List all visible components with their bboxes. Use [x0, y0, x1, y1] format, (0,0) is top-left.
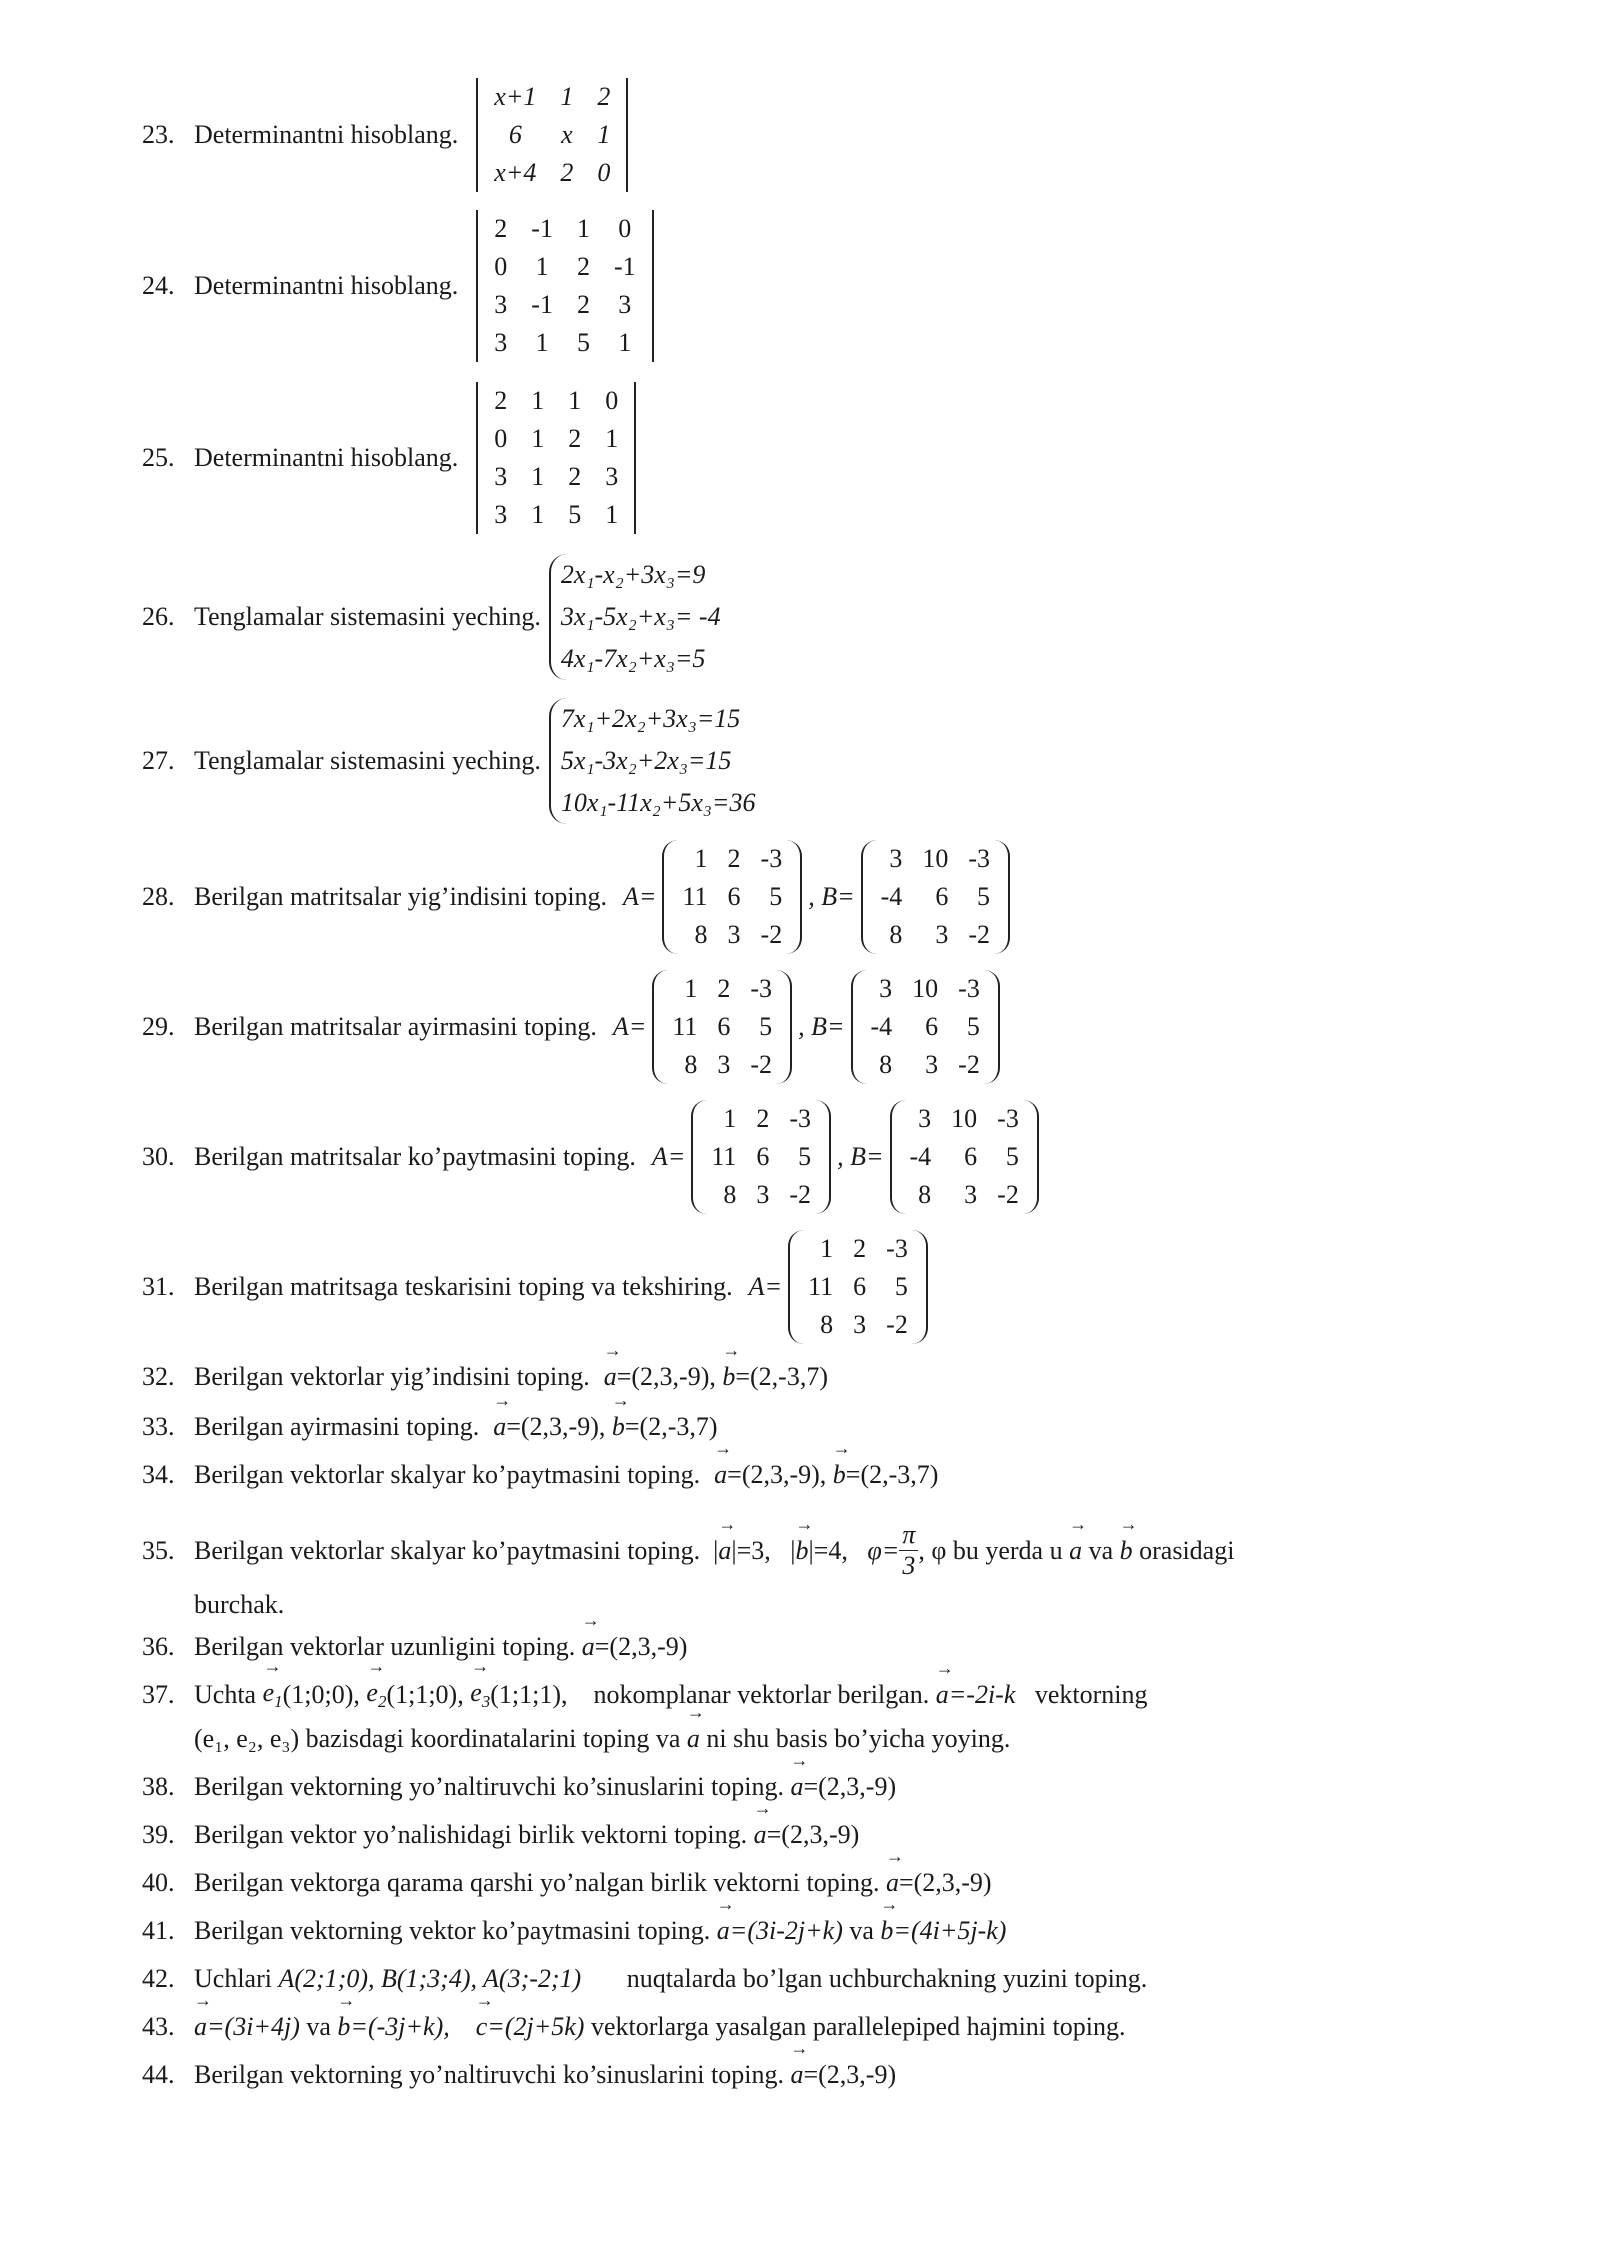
- matrix-b: [851, 970, 1000, 1084]
- matrix-cell-3-3: -2: [789, 1180, 812, 1209]
- matrix-cell-3-3: -2: [958, 1050, 980, 1079]
- problem-33: 33. Berilgan ayirmasini toping. → a =(2,3,-9) , → b =(2,-3,7): [142, 1412, 718, 1442]
- problem-39: [142, 1820, 859, 1850]
- det-cell-2-3: 1: [597, 120, 611, 149]
- det-cell-1-2: 1: [531, 386, 545, 415]
- matrix-cell-2-2: 6: [756, 1142, 770, 1171]
- vector-b-symbol: → b: [833, 1460, 846, 1490]
- det-cell-4-2: 1: [535, 328, 549, 357]
- det-cell-3-2: -1: [531, 290, 553, 319]
- matrix-cell-2-2: 6: [935, 882, 949, 911]
- det-cell-4-3: 5: [576, 328, 590, 357]
- vector-a-symbol: → a: [687, 1724, 700, 1754]
- matrix-cell-2-1: -4: [880, 882, 903, 911]
- vector-b-value: =(2,-3,7): [735, 1362, 828, 1391]
- vector-a-value: =(2,3,-9): [803, 2060, 897, 2089]
- det-cell-2-2: x: [561, 120, 573, 149]
- vector-c-symbol: → c: [476, 2012, 488, 2042]
- matrix-cell-3-1: 8: [879, 1050, 893, 1079]
- problem-44: [142, 2060, 896, 2090]
- problem-text: Determinantni hisoblang.: [194, 120, 459, 149]
- matrix-cell-2-3: 5: [769, 882, 783, 911]
- problem-41: 41. Berilgan vektorning vektor ko’paytmasini toping. → a =(3i-2j+k) va → b =(4i+5j-k): [142, 1916, 1006, 1946]
- det-cell-2-2: 1: [531, 424, 545, 453]
- problem-35-continuation: burchak.: [194, 1590, 285, 1619]
- det-cell-1-4: 0: [605, 386, 619, 415]
- det-cell-2-1: 0: [494, 424, 508, 453]
- problem-text: Berilgan vektorning yo’naltiruvchi ko’sinuslarini toping.: [194, 1772, 784, 1801]
- problem-text: Berilgan vektorning yo’naltiruvchi ko’sinuslarini toping.: [194, 2060, 784, 2089]
- matrix-cell-1-1: 3: [889, 844, 903, 873]
- problem-text: Tenglamalar sistemasini yeching.: [194, 602, 541, 631]
- vector-a-value: =(2,3,-9): [766, 1820, 860, 1849]
- matrix-cell-3-2: 3: [935, 920, 949, 949]
- det-cell-2-2: 1: [535, 252, 549, 281]
- matrix-cell-2-3: 5: [759, 1012, 773, 1041]
- matrix-b: [890, 1100, 1039, 1214]
- matrix-cell-2-1: 11: [682, 882, 708, 911]
- pi-over-3: $\frac{\pi}{3}$: [899, 1520, 918, 1581]
- matrix-cell-3-1: 8: [723, 1180, 737, 1209]
- equation: 5x₁-3x₂+2x₃=15: [560, 746, 732, 775]
- vector-a-value: =(2,3,-9): [898, 1868, 992, 1897]
- det-cell-2-1: 0: [494, 252, 508, 281]
- det-cell-3-1: 3: [494, 290, 508, 319]
- problem-number: 38.: [142, 1772, 175, 1801]
- matrix-cell-2-3: 5: [1005, 1142, 1019, 1171]
- vector-a-value: =(2,3,-9): [727, 1460, 820, 1489]
- det-cell-4-4: 1: [605, 500, 619, 529]
- problem-35: 35. Berilgan vektorlar skalyar ko’paytmasini toping. | → a | =3, | → b | =4, φ= $\frac{\pi}{3}$ , φ bu yerda u → a va → b orasidagi: [142, 1520, 1234, 1581]
- det-cell-2-3: 2: [576, 252, 590, 281]
- equation: 4x₁-7x₂+x₃=5: [560, 644, 706, 673]
- matrix-cell-2-2: 6: [727, 882, 741, 911]
- problem-text: Berilgan vektorlar skalyar ko’paytmasini toping.: [194, 1460, 701, 1489]
- problem-31: [142, 1230, 928, 1344]
- determinant: [476, 210, 653, 362]
- det-cell-3-2: 1: [531, 462, 545, 491]
- b-modulus: =4,: [813, 1535, 848, 1565]
- vector-a-symbol: → a: [194, 2012, 207, 2042]
- matrix-cell-1-2: 2: [756, 1104, 770, 1133]
- matrix-cell-2-3: 5: [798, 1142, 812, 1171]
- vector-e2-symbol: → $e_2$: [366, 1678, 386, 1712]
- problem-36: [142, 1632, 687, 1662]
- matrix-cell-1-2: 2: [717, 974, 731, 1003]
- matrix-b-label: , B=: [798, 1012, 845, 1041]
- problem-26: [142, 554, 721, 680]
- matrix-cell-1-3: -3: [750, 974, 773, 1003]
- problem-30: [142, 1100, 1039, 1214]
- matrix-a: [652, 970, 792, 1084]
- problem-number: 43.: [142, 2012, 175, 2041]
- points: A(2;1;0), B(1;3;4), A(3;-2;1): [278, 1964, 582, 1993]
- vector-a-value: =(2,3,-9): [616, 1362, 710, 1391]
- det-cell-4-1: 3: [494, 328, 508, 357]
- vector-b-symbol: → b: [337, 2012, 350, 2042]
- vector-a-symbol: → a: [754, 1820, 767, 1850]
- problem-number: 36.: [142, 1632, 175, 1661]
- determinant: [476, 78, 628, 192]
- matrix-a-label: A=: [748, 1272, 783, 1301]
- matrix-cell-1-2: 10: [951, 1104, 978, 1133]
- matrix-cell-3-1: 8: [684, 1050, 698, 1079]
- matrix-cell-1-1: 1: [694, 844, 708, 873]
- problem-text: Berilgan matritsalar ko’paytmasini toping.: [194, 1142, 636, 1171]
- vector-a-symbol: → a: [582, 1632, 595, 1662]
- problem-28: [142, 840, 1010, 954]
- det-cell-1-4: 0: [618, 214, 632, 243]
- vector-a-symbol: → a: [790, 2060, 803, 2090]
- matrix-cell-2-3: 5: [966, 1012, 980, 1041]
- matrix-cell-3-2: 3: [756, 1180, 770, 1209]
- vector-b-symbol: → b: [722, 1362, 735, 1392]
- det-cell-3-4: 3: [605, 462, 619, 491]
- problem-29: [142, 970, 1000, 1084]
- vector-a-value: =(2,3,-9): [803, 1772, 897, 1801]
- problem-text: Berilgan vektor yo’nalishidagi birlik vektorni toping.: [194, 1820, 748, 1849]
- matrix-cell-1-3: -3: [789, 1104, 812, 1133]
- problem-number: 25.: [142, 443, 175, 472]
- det-cell-4-2: 1: [531, 500, 545, 529]
- det-cell-3-2: 2: [560, 158, 574, 187]
- matrix-cell-2-3: 5: [894, 1272, 908, 1301]
- det-cell-2-4: -1: [613, 252, 636, 281]
- det-cell-2-3: 2: [568, 424, 582, 453]
- problem-number: 23.: [142, 120, 175, 149]
- matrix-cell-3-3: -2: [997, 1180, 1019, 1209]
- problem-number: 39.: [142, 1820, 175, 1849]
- matrix-cell-2-2: 6: [925, 1012, 939, 1041]
- problem-text: Berilgan matritsalar yig’indisini toping.: [194, 882, 608, 911]
- matrix-cell-3-2: 3: [964, 1180, 978, 1209]
- vector-b-symbol: → b: [1120, 1536, 1133, 1566]
- problem-23: [142, 78, 628, 192]
- problem-number: 28.: [142, 882, 175, 911]
- problem-text: Uchta: [194, 1680, 257, 1710]
- vector-a-value: =(3i-2j+k): [729, 1916, 843, 1945]
- det-cell-2-1: 6: [508, 120, 522, 149]
- vector-e1-symbol: → $e_1$: [263, 1678, 283, 1712]
- det-cell-3-3: 2: [568, 462, 582, 491]
- problem-27: [142, 698, 755, 824]
- a-modulus: =3,: [736, 1535, 771, 1565]
- problem-number: 34.: [142, 1460, 175, 1489]
- vector-a-symbol: → a: [718, 1536, 731, 1566]
- matrix-cell-2-1: -4: [870, 1012, 893, 1041]
- vector-a-symbol: → a: [886, 1868, 899, 1898]
- problem-text-tail: , φ bu yerda u: [918, 1535, 1063, 1565]
- matrix-cell-1-1: 1: [820, 1234, 834, 1263]
- problem-number: 42.: [142, 1964, 175, 1993]
- matrix-cell-1-2: 2: [727, 844, 741, 873]
- matrix-cell-2-1: 11: [808, 1272, 834, 1301]
- det-cell-3-1: 3: [494, 462, 508, 491]
- matrix-b: [861, 840, 1010, 954]
- vector-b-value: =(2,-3,7): [845, 1460, 939, 1489]
- problem-24: [142, 210, 654, 362]
- problem-number: 24.: [142, 271, 175, 300]
- problem-number: 32.: [142, 1362, 175, 1391]
- matrix-cell-3-2: 3: [925, 1050, 939, 1079]
- problem-37: 37. Uchta → $e_1$ (1;0;0), → $e_2$ (1;1;0), → $e_3$ (1;1;1), nokomplanar vektorlar berilgan. → a =-2i-k vektorning: [142, 1678, 1148, 1712]
- matrix-cell-3-2: 3: [717, 1050, 731, 1079]
- vector-a-value: =(2,3,-9): [594, 1632, 688, 1661]
- matrix-b-label: , B=: [837, 1142, 884, 1171]
- matrix-cell-1-3: -3: [997, 1104, 1019, 1133]
- det-cell-1-3: 1: [576, 214, 590, 243]
- problem-number: 30.: [142, 1142, 175, 1171]
- problem-number: 41.: [142, 1916, 175, 1945]
- matrix-cell-1-1: 1: [684, 974, 698, 1003]
- matrix-cell-2-1: 11: [711, 1142, 737, 1171]
- vector-b-symbol: → b: [612, 1412, 625, 1442]
- matrix-cell-1-3: -3: [760, 844, 783, 873]
- matrix-cell-2-1: 11: [672, 1012, 698, 1041]
- matrix-cell-1-3: -3: [886, 1234, 908, 1263]
- matrix-b-label: , B=: [808, 882, 855, 911]
- det-cell-1-3: 1: [568, 386, 582, 415]
- det-cell-1-1: x+1: [494, 82, 537, 111]
- equation: 7x₁+2x₂+3x₃=15: [560, 704, 741, 733]
- problem-text: Berilgan matritsaga teskarisini toping va tekshiring.: [194, 1272, 733, 1301]
- matrix-cell-1-1: 3: [879, 974, 893, 1003]
- problem-text: Berilgan vektorning vektor ko’paytmasini toping.: [194, 1916, 711, 1945]
- matrix-a: [662, 840, 802, 954]
- matrix-a-label: A=: [623, 882, 657, 911]
- det-cell-3-4: 3: [618, 290, 632, 319]
- det-cell-1-2: 1: [560, 82, 574, 111]
- matrix-cell-3-1: 8: [918, 1180, 932, 1209]
- matrix-a: [788, 1230, 928, 1344]
- problem-text: Tenglamalar sistemasini yeching.: [194, 746, 541, 775]
- vector-a-symbol: → a: [936, 1680, 949, 1710]
- det-cell-4-1: 3: [494, 500, 508, 529]
- matrix-cell-1-1: 3: [918, 1104, 932, 1133]
- matrix-cell-3-3: -2: [760, 920, 783, 949]
- problem-25: [142, 382, 636, 534]
- determinant: [476, 382, 636, 534]
- det-cell-2-4: 1: [605, 424, 619, 453]
- problem-43: 43. → a =(3i+4j) va → b =(-3j+k), → c =(2j+5k) vektorlarga yasalgan parallelepiped hajmini toping.: [142, 2012, 1125, 2042]
- equation: 2x₁-x₂+3x₃=9: [560, 560, 706, 589]
- matrix-cell-1-3: -3: [958, 974, 980, 1003]
- problem-number: 44.: [142, 2060, 175, 2089]
- problem-40: [142, 1868, 992, 1898]
- problem-text: Berilgan vektorlar uzunligini toping.: [194, 1632, 576, 1661]
- matrix-cell-2-2: 6: [964, 1142, 978, 1171]
- matrix-cell-3-3: -2: [886, 1310, 908, 1339]
- matrix-cell-1-2: 10: [912, 974, 939, 1003]
- matrix-cell-3-1: 8: [820, 1310, 834, 1339]
- vector-a-symbol: → a: [717, 1916, 730, 1946]
- equation-system: [549, 698, 756, 824]
- problem-text: Berilgan matritsalar ayirmasini toping.: [194, 1012, 597, 1041]
- phi-label: φ=: [867, 1535, 900, 1565]
- matrix-cell-2-3: 5: [976, 882, 990, 911]
- problem-number: 35.: [142, 1535, 175, 1565]
- det-cell-4-4: 1: [618, 328, 632, 357]
- det-cell-1-3: 2: [597, 82, 611, 111]
- problem-number: 40.: [142, 1868, 175, 1897]
- problem-number: 31.: [142, 1272, 175, 1301]
- problem-text: Berilgan ayirmasini toping.: [194, 1412, 480, 1441]
- vector-e3-symbol: → $e_3$: [470, 1678, 490, 1712]
- equation-system: [549, 554, 721, 680]
- det-cell-1-1: 2: [494, 386, 508, 415]
- problem-37-continuation: (e₁, e₂, e₃) bazisdagi koordinatalarini toping va → a ni shu basis bo’yicha yoying.: [194, 1724, 1010, 1754]
- det-cell-3-3: 2: [576, 290, 590, 319]
- det-cell-1-2: -1: [531, 214, 553, 243]
- matrix-cell-3-2: 3: [853, 1310, 867, 1339]
- problem-text: Berilgan vektorlar skalyar ko’paytmasini toping.: [194, 1535, 701, 1565]
- vector-a-symbol: → a: [604, 1362, 617, 1392]
- matrix-cell-3-2: 3: [727, 920, 741, 949]
- vector-a-value: =(2,3,-9): [506, 1412, 599, 1441]
- matrix-a-label: A=: [651, 1142, 686, 1171]
- det-cell-1-1: 2: [494, 214, 508, 243]
- problem-text: Uchlari: [194, 1964, 272, 1993]
- problem-text: Determinantni hisoblang.: [194, 443, 459, 472]
- matrix-cell-1-1: 1: [723, 1104, 737, 1133]
- problem-text: Berilgan vektorga qarama qarshi yo’nalgan birlik vektorni toping.: [194, 1868, 880, 1897]
- problem-number: 37.: [142, 1680, 175, 1710]
- det-cell-3-3: 0: [597, 158, 611, 187]
- matrix-cell-2-2: 6: [853, 1272, 867, 1301]
- vector-a-symbol: → a: [790, 1772, 803, 1802]
- matrix-cell-1-2: 10: [922, 844, 949, 873]
- matrix-cell-3-3: -2: [968, 920, 990, 949]
- vector-b-symbol: → b: [880, 1916, 893, 1946]
- matrix-cell-2-1: -4: [909, 1142, 932, 1171]
- vector-a-symbol: → a: [1069, 1536, 1082, 1566]
- problem-38: [142, 1772, 896, 1802]
- matrix-cell-2-2: 6: [717, 1012, 731, 1041]
- vector-b-value: =(2,-3,7): [624, 1412, 718, 1441]
- matrix-a-label: A=: [612, 1012, 647, 1041]
- problem-text: Determinantni hisoblang.: [194, 271, 459, 300]
- det-cell-3-1: x+4: [494, 158, 537, 187]
- vector-a-symbol: → a: [493, 1412, 506, 1442]
- det-cell-4-3: 5: [568, 500, 582, 529]
- vector-a-symbol: → a: [714, 1460, 727, 1490]
- matrix-cell-3-1: 8: [889, 920, 903, 949]
- matrix-a: [691, 1100, 831, 1214]
- problem-number: 26.: [142, 602, 175, 631]
- problem-34: 34. Berilgan vektorlar skalyar ko’paytmasini toping. → a =(2,3,-9) , → b =(2,-3,7): [142, 1460, 938, 1490]
- matrix-cell-1-3: -3: [968, 844, 990, 873]
- problem-number: 33.: [142, 1412, 175, 1441]
- vector-b-value: =(4i+5j-k): [893, 1916, 1007, 1945]
- problem-number: 27.: [142, 746, 175, 775]
- problem-text: Berilgan vektorlar yig’indisini toping.: [194, 1362, 590, 1391]
- matrix-cell-3-3: -2: [750, 1050, 773, 1079]
- equation: 10x₁-11x₂+5x₃=36: [560, 788, 756, 817]
- problem-32: 32. Berilgan vektorlar yig’indisini toping. → a =(2,3,-9) , → b =(2,-3,7): [142, 1362, 828, 1392]
- matrix-cell-3-1: 8: [694, 920, 708, 949]
- matrix-cell-1-2: 2: [853, 1234, 867, 1263]
- problem-number: 29.: [142, 1012, 175, 1041]
- equation: 3x₁-5x₂+x₃= -4: [560, 602, 721, 631]
- vector-b-symbol: → b: [795, 1536, 808, 1566]
- problem-42: 42. Uchlari A(2;1;0), B(1;3;4), A(3;-2;1) nuqtalarda bo’lgan uchburchakning yuzini toping.: [142, 1964, 1148, 1993]
